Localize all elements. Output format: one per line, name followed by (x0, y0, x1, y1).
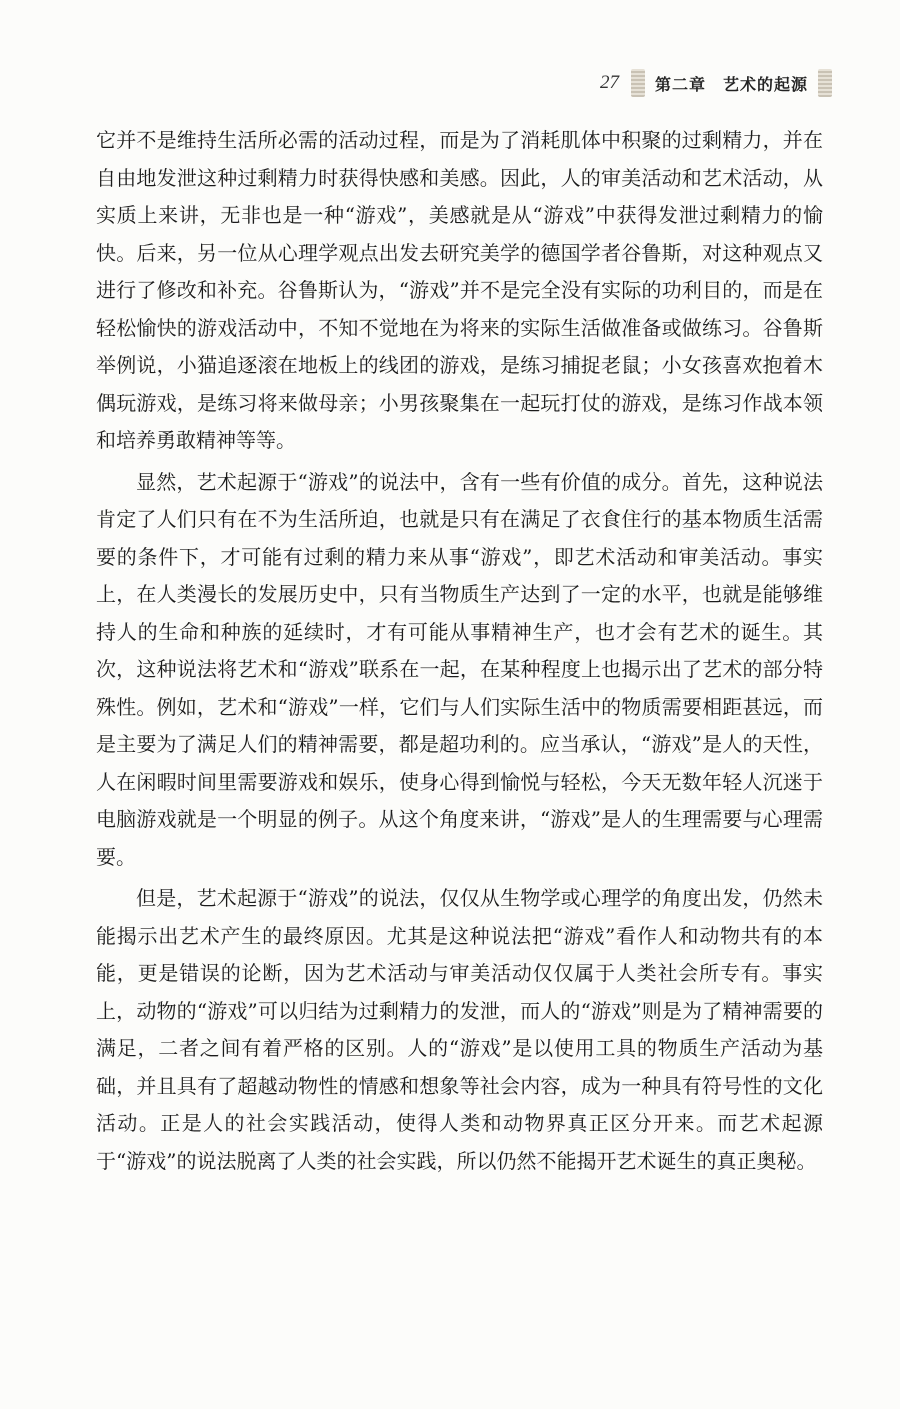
paragraph-limitations: 但是，艺术起源于“游戏”的说法，仅仅从生物学或心理学的角度出发，仍然未能揭示出艺术产生的最终原因。尤其是这种说法把“游戏”看作人和动物共有的本能，更是错误的论断，因为艺术活动与审美活动仅仅属于人类社会所专有。事实上，动物的“游戏”可以归结为过剩精力的发泄，而人的“游戏”则是为了精神需要的满足，二者之间有着严格的区别。人的“游戏”是以使用工具的物质生产活动为基础，并且具有了超越动物性的情感和想象等社会内容，成为一种具有符号性的文化活动。正是人的社会实践活动，使得人类和动物界真正区分开来。而艺术起源于“游戏”的说法脱离了人类的社会实践，所以仍然不能揭开艺术诞生的真正奥秘。 (96, 886, 823, 1173)
page-body (96, 122, 823, 1184)
page-number: 27 (599, 72, 619, 93)
header-ornament-left (631, 69, 645, 97)
paragraph-continued: 它并不是维持生活所必需的活动过程，而是为了消耗肌体中积聚的过剩精力，并在自由地发泄这种过剩精力时获得快感和美感。因此，人的审美活动和艺术活动，从实质上来讲，无非也是一种“游戏”，美感就是从“游戏”中获得发泄过剩精力的愉快。后来，另一位从心理学观点出发去研究美学的德国学者谷鲁斯，对这种观点又进行了修改和补充。谷鲁斯认为，“游戏”并不是完全没有实际的功利目的，而是在轻松愉快的游戏活动中，不知不觉地在为将来的实际生活做准备或做练习。谷鲁斯举例说，小猫追逐滚在地板上的线团的游戏，是练习捕捉老鼠；小女孩喜欢抱着木偶玩游戏，是练习将来做母亲；小男孩聚集在一起玩打仗的游戏，是练习作战本领和培养勇敢精神等等。 (96, 128, 823, 452)
running-header (600, 68, 832, 98)
chapter-title: 第二章 艺术的起源 (654, 74, 808, 94)
paragraph-merits: 显然，艺术起源于“游戏”的说法中，含有一些有价值的成分。首先，这种说法肯定了人们只有在不为生活所迫，也就是只有在满足了衣食住行的基本物质生活需要的条件下，才可能有过剩的精力来从事“游戏”，即艺术活动和审美活动。事实上，在人类漫长的发展历史中，只有当物质生产达到了一定的水平，也就是能够维持人的生命和种族的延续时，才有可能从事精神生产，也才会有艺术的诞生。其次，这种说法将艺术和“游戏”联系在一起，在某种程度上也揭示出了艺术的部分特殊性。例如，艺术和“游戏”一样，它们与人们实际生活中的物质需要相距甚远，而是主要为了满足人们的精神需要，都是超功利的。应当承认，“游戏”是人的天性，人在闲暇时间里需要游戏和娱乐，使身心得到愉悦与轻松，今天无数年轻人沉迷于电脑游戏就是一个明显的例子。从这个角度来讲，“游戏”是人的生理需要与心理需要。 (96, 469, 823, 869)
header-ornament-right (818, 69, 832, 97)
